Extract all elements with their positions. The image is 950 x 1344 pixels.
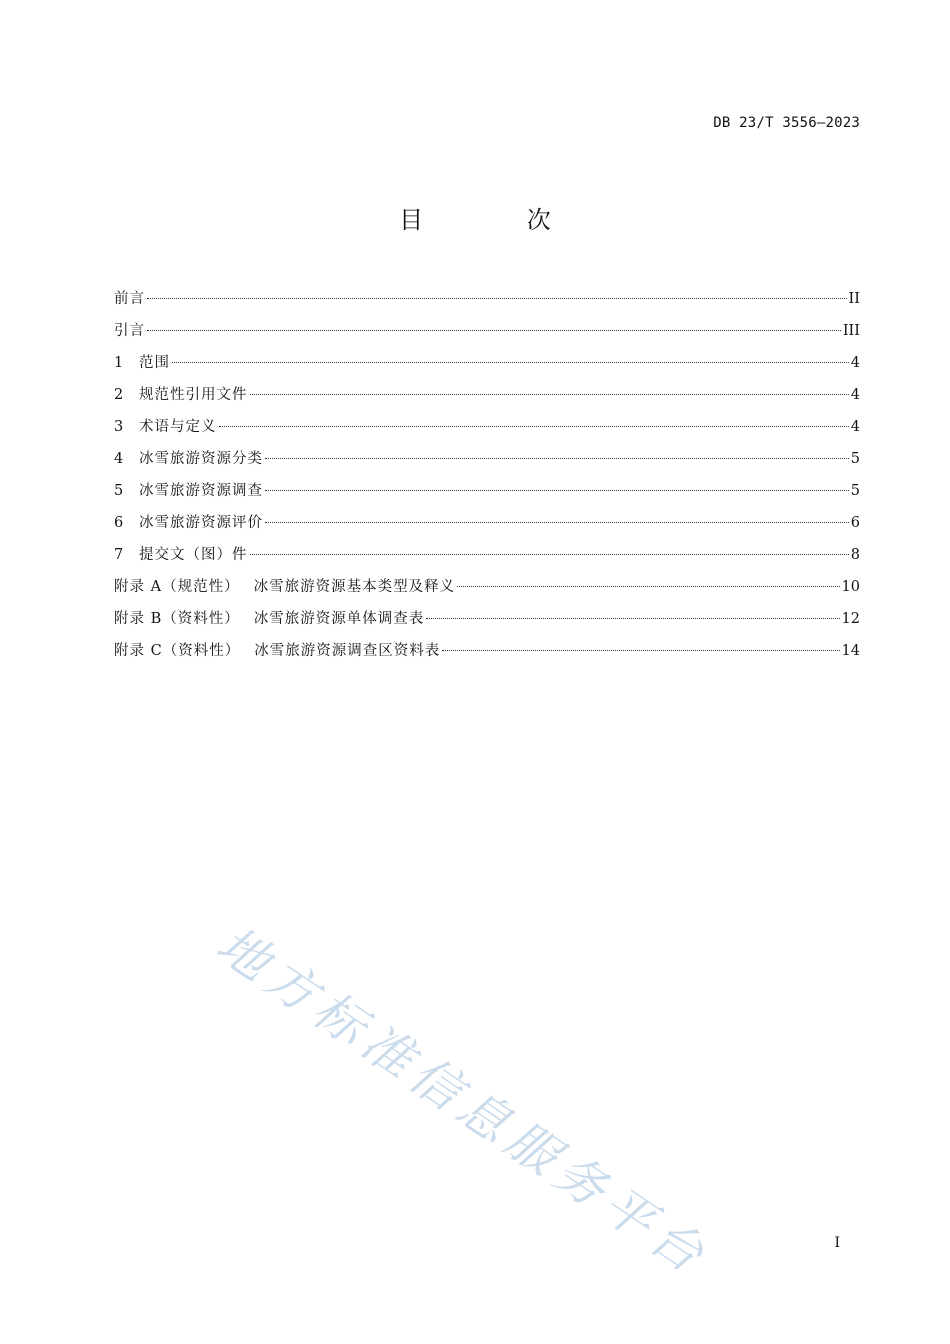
- toc-entry-appendix-a[interactable]: [114, 575, 860, 607]
- toc-entry-page: 5: [850, 483, 860, 499]
- toc-leader: [250, 554, 849, 555]
- toc-entry-submitted-documents[interactable]: [114, 543, 860, 575]
- appendix-label: 附录 C（资料性）: [114, 643, 241, 659]
- toc-leader: [250, 394, 849, 395]
- table-of-contents: [114, 287, 860, 671]
- toc-entry-page: II: [848, 291, 860, 307]
- toc-entry-appendix-b[interactable]: [114, 607, 860, 639]
- toc-entry-page: III: [842, 323, 860, 339]
- toc-leader: [426, 618, 839, 619]
- toc-entry-scope[interactable]: [114, 351, 860, 383]
- toc-entry-evaluation[interactable]: [114, 511, 860, 543]
- toc-entry-label: 规范性引用文件: [139, 387, 248, 403]
- toc-entry-label: 冰雪旅游资源调查: [139, 483, 263, 499]
- appendix-title: 冰雪旅游资源单体调查表: [253, 611, 425, 627]
- toc-entry-label: [114, 607, 424, 631]
- toc-entry-page: 4: [850, 387, 860, 403]
- toc-entry-number: 7: [114, 547, 124, 563]
- toc-entry-number: 5: [114, 483, 124, 499]
- appendix-label: 附录 A（规范性）: [114, 579, 240, 595]
- toc-leader: [457, 586, 839, 587]
- toc-entry-label: 前言: [114, 291, 145, 307]
- toc-leader: [219, 426, 849, 427]
- toc-entry-number: 1: [114, 355, 124, 371]
- toc-entry-page: 12: [841, 611, 860, 627]
- toc-entry-number: 4: [114, 451, 124, 467]
- toc-entry-number: 3: [114, 419, 124, 435]
- toc-entry-page: 6: [850, 515, 860, 531]
- toc-entry-terms[interactable]: [114, 415, 860, 447]
- toc-entry-appendix-c[interactable]: [114, 639, 860, 671]
- toc-entry-page: 10: [841, 579, 860, 595]
- toc-entry-page: 14: [841, 643, 860, 659]
- watermark: 地方标准信息服务平台: [206, 915, 720, 1288]
- toc-leader: [265, 490, 849, 491]
- page-title: 目 次: [399, 206, 599, 234]
- toc-leader: [442, 650, 839, 651]
- toc-entry-page: 4: [850, 419, 860, 435]
- toc-entry-label: 术语与定义: [139, 419, 217, 435]
- toc-entry-label: [114, 575, 455, 599]
- toc-entry-label: 范围: [139, 355, 170, 371]
- toc-entry-label: 提交文（图）件: [139, 547, 248, 563]
- toc-entry-page: 4: [850, 355, 860, 371]
- toc-leader: [147, 298, 847, 299]
- toc-entry-label: 冰雪旅游资源分类: [139, 451, 263, 467]
- toc-entry-classification[interactable]: [114, 447, 860, 479]
- toc-entry-number: 6: [114, 515, 124, 531]
- page-number: I: [834, 1235, 840, 1251]
- appendix-label: 附录 B（资料性）: [114, 611, 240, 627]
- toc-entry-page: 5: [850, 451, 860, 467]
- toc-leader: [147, 330, 841, 331]
- toc-leader: [265, 458, 849, 459]
- toc-entry-foreword[interactable]: [114, 287, 860, 319]
- toc-entry-label: 引言: [114, 323, 145, 339]
- appendix-title: 冰雪旅游资源调查区资料表: [254, 643, 441, 659]
- toc-entry-introduction[interactable]: [114, 319, 860, 351]
- appendix-title: 冰雪旅游资源基本类型及释义: [253, 579, 456, 595]
- toc-entry-number: 2: [114, 387, 124, 403]
- toc-entry-survey[interactable]: [114, 479, 860, 511]
- toc-entry-page: 8: [850, 547, 860, 563]
- toc-entry-normative-references[interactable]: [114, 383, 860, 415]
- toc-entry-label: 冰雪旅游资源评价: [139, 515, 263, 531]
- toc-leader: [172, 362, 849, 363]
- toc-entry-label: [114, 639, 440, 663]
- toc-leader: [265, 522, 849, 523]
- standard-code: DB 23/T 3556—2023: [713, 115, 860, 131]
